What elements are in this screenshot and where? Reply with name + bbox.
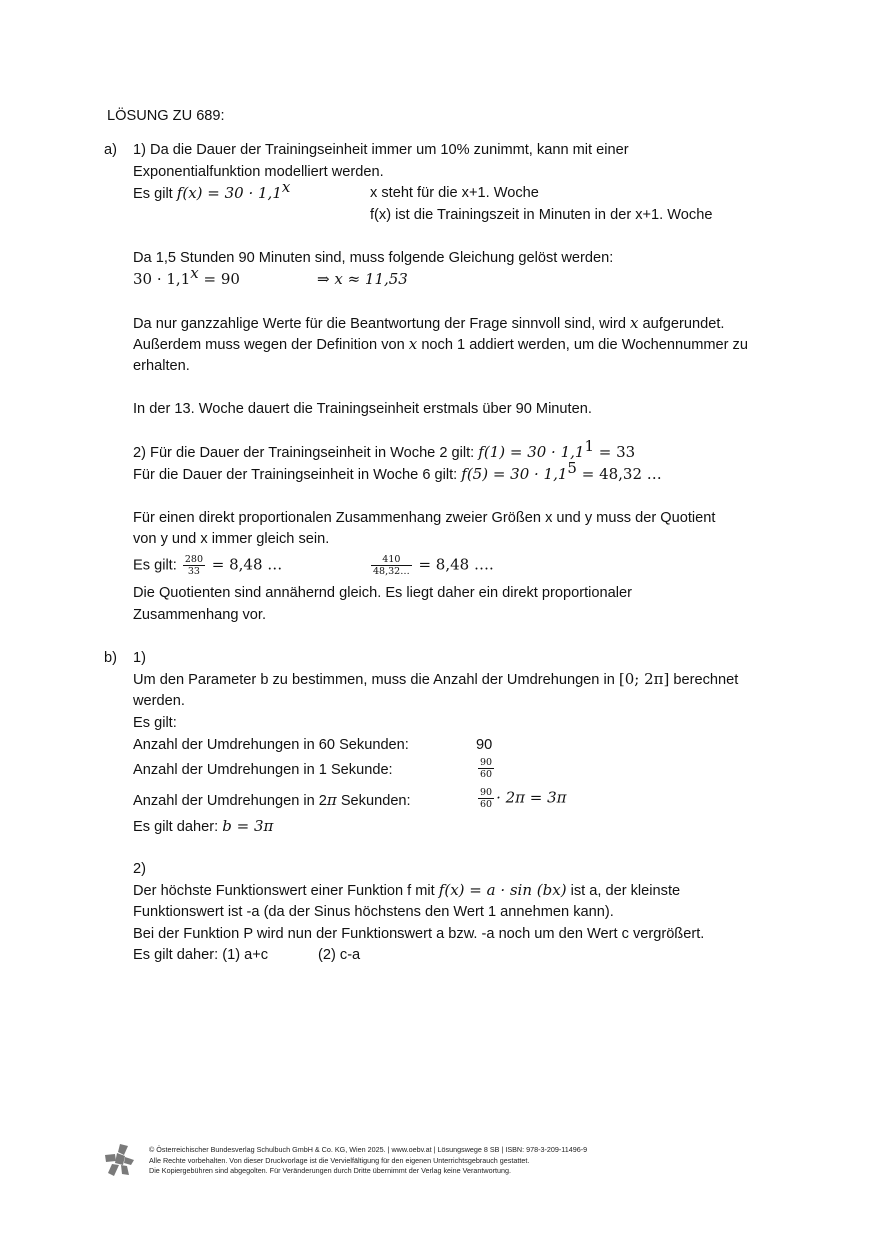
part-b-q2-line3: Bei der Funktion P wird nun der Funktionswert a bzw. -a noch um den Wert c vergrößert. <box>133 926 705 942</box>
part-a-p6-line2: von y und x immer gleich sein. <box>133 531 330 547</box>
part-a-p4: In der 13. Woche dauert die Trainingseinheit erstmals über 90 Minuten. <box>133 401 592 417</box>
p3-text-a: Da nur ganzzahlige Werte für die Beantwortung der Frage sinnvoll sind, wird <box>133 316 630 332</box>
part-b-marker: b) <box>104 650 117 666</box>
q1-text-end: berechnet <box>669 672 739 688</box>
q2-text-b: ist a, der kleinste <box>566 883 681 899</box>
part-a-p3-line3: erhalten. <box>133 358 190 374</box>
q2-formula: f(x) = a · sin (bx) <box>438 881 567 899</box>
p5-formula1: f(1) = 30 · 1,1 <box>478 443 585 461</box>
p5-text1: 2) Für die Dauer der Trainingseinheit in Woche 2 gilt: <box>133 445 479 461</box>
q2-text-a: Der höchste Funktionswert einer Funktion f mit <box>133 883 439 899</box>
es-gilt-label: Es gilt <box>133 186 177 202</box>
row3-text-a: Anzahl der Umdrehungen in 2 <box>133 793 327 809</box>
part-a-formula-line <box>133 178 291 204</box>
part-a-p5-line1 <box>133 437 636 463</box>
p3-line2-variable: x <box>408 335 418 353</box>
part-a-p3-line1 <box>133 313 724 334</box>
part-b-q2-line4b: (2) c-a <box>318 947 361 963</box>
part-a-fractions-line2 <box>369 554 494 577</box>
table-row-1s-label: Anzahl der Umdrehungen in 1 Sekunde: <box>133 762 393 778</box>
part-b-q1-line1 <box>133 669 738 690</box>
fraction-numerator: 410 <box>371 554 412 566</box>
part-b-es-gilt: Es gilt: <box>133 715 177 731</box>
table-row-2pi-value <box>476 787 567 810</box>
part-a-p5-line2 <box>133 459 662 485</box>
fraction-denominator: 33 <box>187 566 200 577</box>
row3-pi: π <box>326 791 337 809</box>
table-row-1s-value <box>476 757 496 780</box>
equation-exponent: x <box>190 264 199 282</box>
part-b-sub1: 1) <box>133 650 146 666</box>
fraction-numerator: 280 <box>184 554 203 565</box>
part-a-p2: Da 1,5 Stunden 90 Minuten sind, muss folgende Gleichung gelöst werden: <box>133 250 614 266</box>
part-a-p1-line2: Exponentialfunktion modelliert werden. <box>133 164 384 180</box>
oebv-logo-icon <box>103 1143 135 1177</box>
footer <box>149 1145 587 1177</box>
part-a-p6-line1: Für einen direkt proportionalen Zusammenhang zweier Größen x und y muss der Quotient <box>133 510 716 526</box>
part-b-q2-line1 <box>133 880 680 901</box>
part-b-daher <box>133 816 273 837</box>
table-row-60s-value: 90 <box>476 737 493 753</box>
footer-disclaimer: Die Kopiergebühren sind abgegolten. Für Veränderungen durch Dritte übernimmt der Verlag keine Verantwortung. <box>149 1166 511 1175</box>
fraction-result: = 8,48 … <box>207 555 283 574</box>
part-a-p3-line2 <box>133 334 748 355</box>
p5-exponent2: 5 <box>567 459 577 477</box>
p3-line2-text-a: Außerdem muss wegen der Definition von <box>133 337 409 353</box>
fraction-280-33 <box>183 554 205 577</box>
equation-result: ⇒ x ≈ 11,53 <box>317 270 408 288</box>
part-a-fractions-line1 <box>133 554 282 577</box>
fraction-denominator: 60 <box>480 799 493 810</box>
footer-rights: Alle Rechte vorbehalten. Von dieser Druckvorlage ist die Vervielfältigung für den eigenen Unterrichtsgebrauch gestattet. <box>149 1155 530 1165</box>
p5-exponent1: 1 <box>584 437 594 455</box>
part-a-marker: a) <box>104 142 117 158</box>
part-a-p7-line1: Die Quotienten sind annähernd gleich. Es liegt daher ein direkt proportionaler <box>133 585 632 601</box>
q1-interval: [0; 2π] <box>618 670 670 688</box>
part-b-q2-line2: Funktionswert ist -a (da der Sinus höchstens den Wert 1 annehmen kann). <box>133 904 614 920</box>
daher-formula: b = 3π <box>222 817 274 835</box>
table-row-60s-label: Anzahl der Umdrehungen in 60 Sekunden: <box>133 737 409 753</box>
page-title: LÖSUNG ZU 689: <box>107 108 225 124</box>
fraction-result: = 8,48 …. <box>413 555 494 574</box>
p5-text2: Für die Dauer der Trainingseinheit in Woche 6 gilt: <box>133 467 462 483</box>
table-row-2pi-label <box>133 790 411 811</box>
p5-result2: = 48,32 … <box>576 465 662 483</box>
row3-result: · 2π = 3π <box>496 788 567 807</box>
part-a-p1-line1: 1) Da die Dauer der Trainingseinheit immer um 10% zunimmt, kann mit einer <box>133 142 629 158</box>
equation-base: 30 · 1,1 <box>133 270 191 288</box>
q1-text: Um den Parameter b zu bestimmen, muss die Anzahl der Umdrehungen in <box>133 672 619 688</box>
fraction-90-60 <box>478 787 494 810</box>
fraction-denominator: 60 <box>480 769 493 780</box>
p3-line2-text-b: noch 1 addiert werden, um die Wochennummer zu <box>417 337 748 353</box>
fraction-denominator: 48,32… <box>373 566 410 577</box>
part-b-q1-line2: werden. <box>133 693 185 709</box>
part-b-sub2: 2) <box>133 861 146 877</box>
part-b-q2-line4a: Es gilt daher: (1) a+c <box>133 947 269 963</box>
part-a-p7-line2: Zusammenhang vor. <box>133 607 267 623</box>
note-x-woche: x steht für die x+1. Woche <box>370 185 539 201</box>
equation-left <box>133 264 240 289</box>
p3-text-b: aufgerundet. <box>638 316 725 332</box>
p3-variable: x <box>630 314 639 332</box>
note-fx-trainingszeit: f(x) ist die Trainingszeit in Minuten in der x+1. Woche <box>370 207 713 223</box>
p5-result1: = 33 <box>594 443 636 461</box>
formula-exponent: x <box>281 178 291 196</box>
p5-formula2: f(5) = 30 · 1,1 <box>461 465 568 483</box>
equation-rhs: = 90 <box>198 270 240 288</box>
footer-copyright: © Österreichischer Bundesverlag Schulbuch GmbH & Co. KG, Wien 2025. | www.oebv.at | Lösungswege 8 SB | ISBN: 978-3-209-11496-9 <box>149 1145 588 1154</box>
daher-text: Es gilt daher: <box>133 819 223 835</box>
fraction-90-60 <box>478 757 494 780</box>
fraction-numerator: 90 <box>480 787 493 798</box>
formula-fx: f(x) = 30 · 1,1 <box>176 184 282 202</box>
fraction-410-4832 <box>371 554 412 577</box>
row3-text-b: Sekunden: <box>336 793 411 809</box>
es-gilt-label-2: Es gilt: <box>133 557 181 574</box>
fraction-numerator: 90 <box>480 757 493 768</box>
